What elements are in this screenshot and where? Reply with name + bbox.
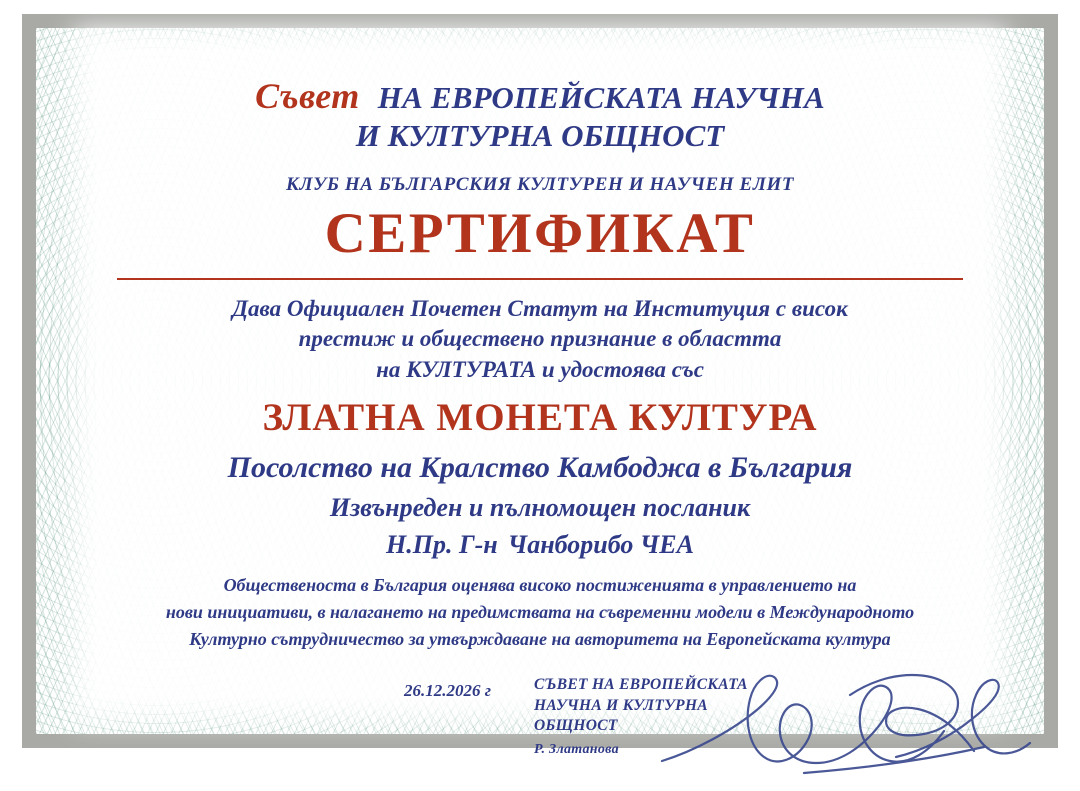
body-paragraph-line-1: Общественоста в България оценява високо постиженията в управлението на [223, 575, 857, 596]
body-paragraph-line-3: Културно сътрудничество за утвърждаване на авторитета на Европейската култура [189, 629, 891, 650]
organization-word-council: Съвет [255, 76, 360, 116]
organization-line-1 [94, 76, 986, 116]
body-paragraph-line-2: нови инициативи, в налагането на предимствата на съвременни модели в Международното [165, 602, 915, 623]
award-statement-line-1: Дава Официален Почетен Статут на Институция с висок [232, 295, 848, 321]
body-paragraph [94, 572, 986, 653]
signature-date: 26.12.2026 г [404, 681, 492, 701]
recipient-person [94, 529, 986, 560]
recipient-organization: Посолство на Кралство Камбоджа в България [227, 450, 853, 484]
recipient-role: Извънреден и пълномощен посланик [329, 492, 751, 522]
award-statement [94, 294, 986, 385]
recipient-honorific: Н.Пр. Г-н [386, 529, 498, 559]
award-statement-line-2: престиж и обществено признание в областта [298, 326, 782, 352]
signatory-organization-line-3: ОБЩНОСТ [534, 717, 618, 735]
recipient-person-name: Чанборибо ЧЕА [507, 529, 694, 559]
signatory-name: Р. Златанова [534, 741, 619, 757]
title-divider [117, 278, 963, 280]
organization-line-1-rest: НА ЕВРОПЕЙСКАТА НАУЧНА [377, 80, 825, 115]
club-subtitle: КЛУБ НА БЪЛГАРСКИЯ КУЛТУРЕН И НАУЧЕН ЕЛИТ [285, 173, 795, 195]
signatory-organization-line-1: СЪВЕТ НА ЕВРОПЕЙСКАТА [534, 676, 748, 694]
award-name: ЗЛАТНА МОНЕТА КУЛТУРА [262, 395, 818, 439]
signatory-organization [534, 675, 748, 759]
signature-block [94, 671, 986, 791]
page-title: СЕРТИФИКАТ [324, 201, 756, 265]
award-statement-line-3: на КУЛТУРАТА и удостоява със [376, 356, 704, 382]
signatory-organization-line-2: НАУЧНА И КУЛТУРНА [534, 696, 708, 714]
organization-line-2: И КУЛТУРНА ОБЩНОСТ [355, 118, 725, 154]
certificate-content [36, 28, 1044, 757]
